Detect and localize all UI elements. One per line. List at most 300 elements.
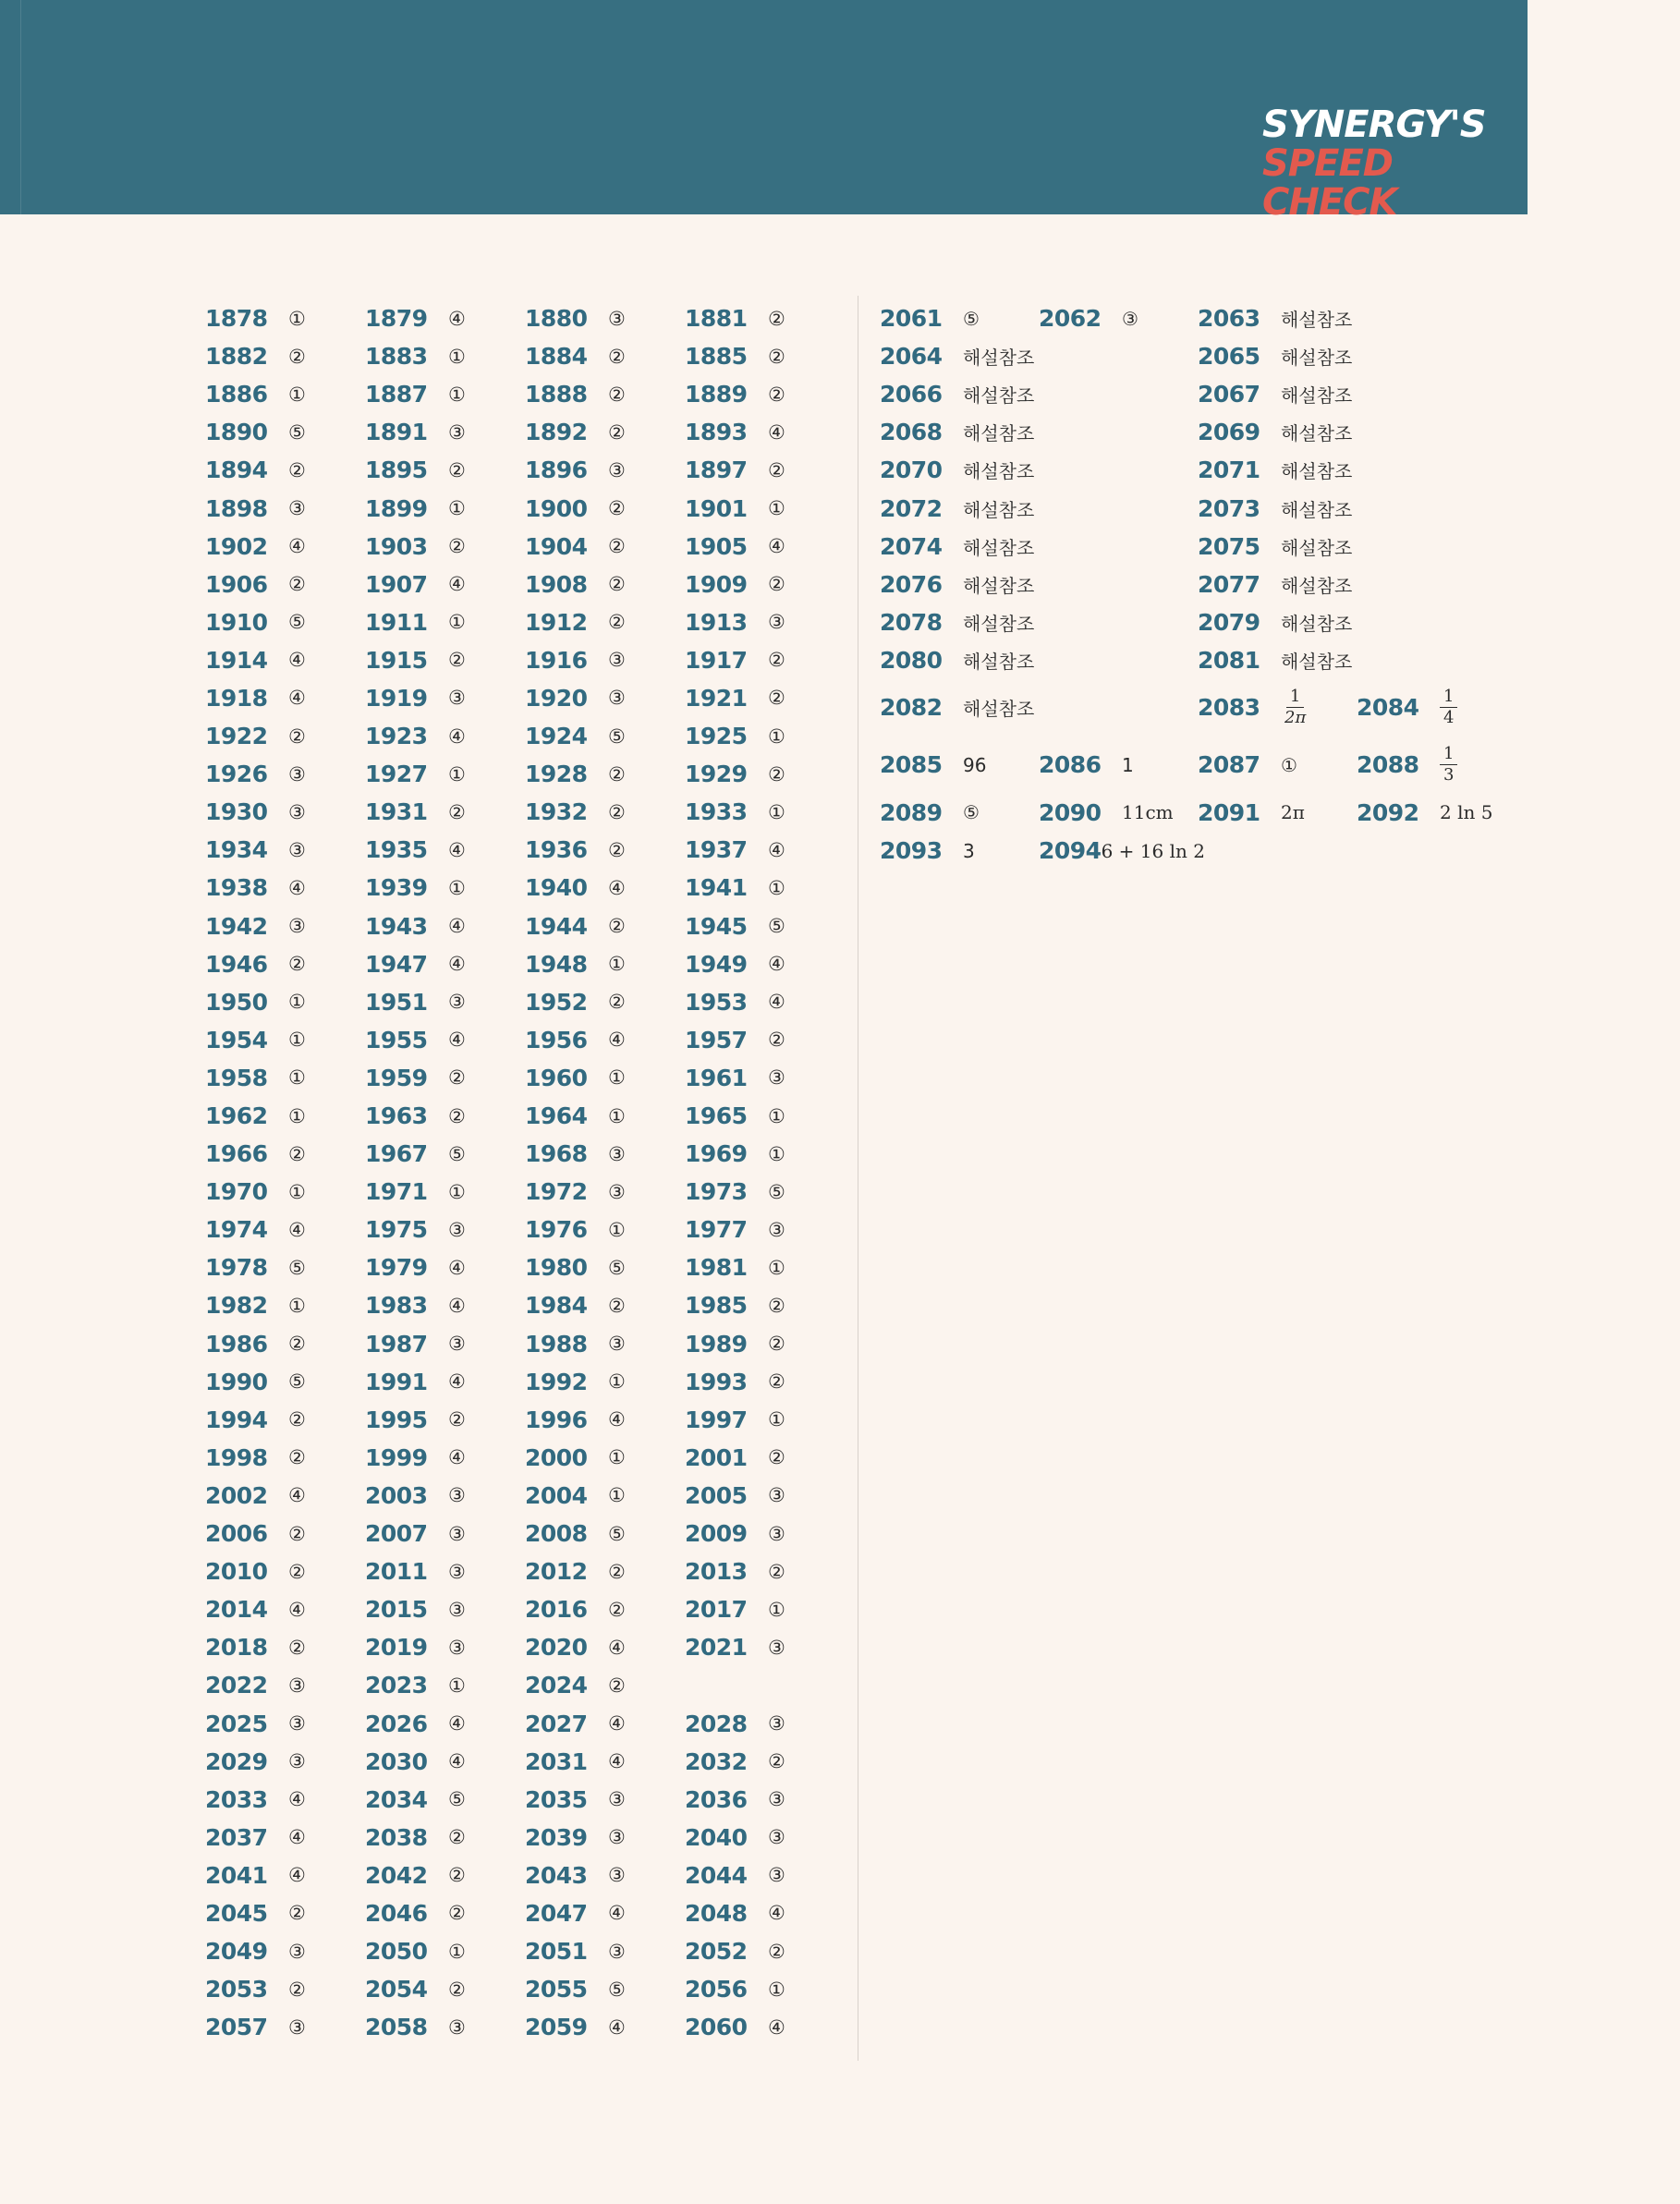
answer-value: ① bbox=[288, 1066, 306, 1090]
question-number: 1999 bbox=[365, 1443, 428, 1471]
question-number: 2032 bbox=[685, 1747, 748, 1775]
answer-value: ② bbox=[448, 535, 466, 558]
brand-line-2: SPEED CHECK bbox=[1262, 142, 1397, 224]
answer-cell bbox=[365, 1862, 525, 1889]
answer-cell bbox=[365, 989, 525, 1016]
question-number: 2038 bbox=[365, 1823, 428, 1851]
answer-cell bbox=[525, 1292, 685, 1319]
answer-cell bbox=[880, 343, 1198, 370]
answer-row bbox=[880, 679, 1516, 737]
question-number: 1965 bbox=[685, 1102, 748, 1130]
answer-cell bbox=[1198, 343, 1357, 370]
answer-value: ④ bbox=[768, 2015, 785, 2039]
answer-value: ② bbox=[768, 762, 785, 785]
answer-cell bbox=[685, 1216, 845, 1243]
answer-cell bbox=[685, 343, 845, 370]
answer-value: ③ bbox=[448, 687, 466, 710]
answer-value: ④ bbox=[288, 1218, 306, 1241]
answer-value: ② bbox=[288, 1408, 306, 1431]
answer-cell bbox=[365, 533, 525, 560]
answer-value: 해설참조 bbox=[963, 698, 1035, 721]
answer-cell bbox=[365, 1406, 525, 1433]
answer-value: ③ bbox=[768, 1484, 785, 1507]
question-number: 2074 bbox=[880, 532, 943, 560]
question-number: 1985 bbox=[685, 1292, 748, 1320]
answer-value: ② bbox=[448, 649, 466, 672]
question-number: 1981 bbox=[685, 1254, 748, 1282]
answer-value: ③ bbox=[288, 838, 306, 861]
answer-cell bbox=[205, 609, 365, 636]
answer-cell bbox=[525, 1178, 685, 1205]
answer-cell bbox=[365, 1369, 525, 1395]
answer-cell bbox=[205, 989, 365, 1016]
answer-value: ③ bbox=[448, 1484, 466, 1507]
question-number: 1919 bbox=[365, 684, 428, 712]
answer-value: ④ bbox=[448, 1712, 466, 1735]
answer-row bbox=[880, 794, 1516, 832]
question-number: 1918 bbox=[205, 684, 268, 712]
answer-value: ④ bbox=[608, 1029, 626, 1052]
answer-cell bbox=[525, 1406, 685, 1433]
question-number: 1960 bbox=[525, 1064, 588, 1091]
answer-value: ③ bbox=[608, 649, 626, 672]
answer-cell bbox=[685, 1065, 845, 1091]
answer-cell bbox=[205, 381, 365, 408]
answer-cell bbox=[205, 1331, 365, 1358]
answer-cell bbox=[1198, 799, 1357, 826]
question-number: 1909 bbox=[685, 570, 748, 598]
answer-value: ④ bbox=[288, 876, 306, 899]
answer-value: ③ bbox=[288, 800, 306, 823]
answer-cell bbox=[685, 1369, 845, 1395]
question-number: 1917 bbox=[685, 646, 748, 674]
question-number: 1978 bbox=[205, 1254, 268, 1282]
answer-value: ④ bbox=[608, 1636, 626, 1659]
answer-value: ① bbox=[768, 876, 785, 899]
answer-cell bbox=[205, 1027, 365, 1053]
answer-cell bbox=[205, 1824, 365, 1851]
answer-cell bbox=[205, 951, 365, 978]
answer-value: ③ bbox=[448, 420, 466, 444]
answer-value: ② bbox=[608, 573, 626, 596]
answer-value: ④ bbox=[288, 687, 306, 710]
question-number: 1933 bbox=[685, 798, 748, 826]
answer-value: ② bbox=[768, 1294, 785, 1317]
answer-cell bbox=[525, 609, 685, 636]
answer-value: ③ bbox=[288, 1674, 306, 1697]
answer-value: ② bbox=[288, 1636, 306, 1659]
answer-cell bbox=[525, 343, 685, 370]
question-number: 1878 bbox=[205, 305, 268, 333]
answer-value: ② bbox=[288, 345, 306, 368]
answer-cell bbox=[525, 761, 685, 787]
answer-cell bbox=[365, 874, 525, 901]
brand-logo bbox=[1262, 105, 1528, 222]
answer-value: ① bbox=[288, 991, 306, 1014]
answer-cell bbox=[205, 1520, 365, 1547]
answer-cell bbox=[365, 1482, 525, 1509]
answer-cell bbox=[365, 836, 525, 863]
answer-cell bbox=[880, 305, 1039, 332]
answer-value: ① bbox=[288, 1104, 306, 1127]
answer-cell bbox=[365, 1596, 525, 1623]
question-number: 1896 bbox=[525, 457, 588, 484]
fraction-numerator: 1 bbox=[1440, 744, 1457, 765]
question-number: 2037 bbox=[205, 1823, 268, 1851]
answer-value: ③ bbox=[608, 1142, 626, 1165]
question-number: 2051 bbox=[525, 1938, 588, 1966]
answer-value: ② bbox=[288, 1333, 306, 1356]
answer-cell bbox=[880, 609, 1198, 636]
answer-cell bbox=[525, 2014, 685, 2040]
answer-row bbox=[205, 1439, 845, 1477]
question-number: 1941 bbox=[685, 874, 748, 902]
question-number: 2080 bbox=[880, 646, 943, 674]
question-number: 2006 bbox=[205, 1520, 268, 1548]
answer-cell bbox=[365, 1976, 525, 2003]
question-number: 1882 bbox=[205, 343, 268, 371]
question-number: 2056 bbox=[685, 1976, 748, 2003]
answer-cell bbox=[525, 1482, 685, 1509]
answer-cell bbox=[365, 1558, 525, 1585]
question-number: 1888 bbox=[525, 381, 588, 408]
answer-cell bbox=[685, 1027, 845, 1053]
answer-value: ④ bbox=[448, 1256, 466, 1279]
answer-cell bbox=[365, 1102, 525, 1129]
question-number: 2081 bbox=[1198, 646, 1260, 674]
answer-cell bbox=[1198, 571, 1357, 598]
answer-value: ② bbox=[288, 1446, 306, 1469]
answer-value: 해설참조 bbox=[1281, 650, 1353, 673]
answer-row bbox=[205, 1173, 845, 1211]
answer-value: 해설참조 bbox=[1281, 574, 1353, 597]
answer-cell bbox=[365, 1444, 525, 1471]
answer-value: ④ bbox=[448, 573, 466, 596]
answer-value: ② bbox=[288, 1560, 306, 1583]
question-number: 1893 bbox=[685, 419, 748, 446]
question-number: 2058 bbox=[365, 2014, 428, 2041]
question-number: 2025 bbox=[205, 1710, 268, 1737]
answer-row bbox=[205, 1704, 845, 1742]
question-number: 1990 bbox=[205, 1368, 268, 1395]
answer-value: ④ bbox=[288, 1864, 306, 1887]
question-number: 2030 bbox=[365, 1747, 428, 1775]
answer-cell bbox=[685, 495, 845, 522]
question-number: 2063 bbox=[1198, 305, 1260, 333]
answer-cell bbox=[525, 571, 685, 598]
answer-value: ④ bbox=[608, 1750, 626, 1773]
question-number: 2047 bbox=[525, 1899, 588, 1927]
answer-value: ② bbox=[288, 1978, 306, 2001]
answer-value: ② bbox=[608, 1598, 626, 1621]
answer-value: ⑤ bbox=[768, 915, 785, 938]
answer-value: ② bbox=[768, 1750, 785, 1773]
answer-cell bbox=[880, 381, 1198, 408]
answer-value: ② bbox=[288, 725, 306, 748]
answer-cell bbox=[205, 571, 365, 598]
question-number: 2049 bbox=[205, 1938, 268, 1966]
question-number: 2042 bbox=[365, 1861, 428, 1889]
question-number: 1922 bbox=[205, 723, 268, 750]
question-number: 1971 bbox=[365, 1178, 428, 1206]
answer-value: 6 + 16 ln 2 bbox=[1101, 839, 1205, 862]
answer-cell bbox=[205, 1596, 365, 1623]
answer-cell bbox=[205, 723, 365, 749]
answer-value: ③ bbox=[768, 1788, 785, 1811]
answer-value: ③ bbox=[768, 1712, 785, 1735]
answer-value: ② bbox=[608, 1674, 626, 1697]
question-number: 2052 bbox=[685, 1938, 748, 1966]
fraction-numerator: 1 bbox=[1440, 687, 1457, 708]
question-number: 2087 bbox=[1198, 751, 1260, 779]
question-number: 1928 bbox=[525, 761, 588, 788]
answer-cell bbox=[880, 533, 1198, 560]
answer-row bbox=[205, 1666, 845, 1704]
answer-value: ⑤ bbox=[448, 1788, 466, 1811]
answer-value: ⑤ bbox=[288, 420, 306, 444]
question-number: 2085 bbox=[880, 751, 943, 779]
question-number: 1993 bbox=[685, 1368, 748, 1395]
answer-cell bbox=[205, 1786, 365, 1813]
answer-value: ③ bbox=[448, 1598, 466, 1621]
answer-value: 해설참조 bbox=[1281, 536, 1353, 559]
question-number: 1889 bbox=[685, 381, 748, 408]
answer-value: ④ bbox=[448, 1446, 466, 1469]
question-number: 2022 bbox=[205, 1672, 268, 1699]
answer-value: ① bbox=[608, 1218, 626, 1241]
answer-value: ② bbox=[448, 1826, 466, 1849]
question-number: 2053 bbox=[205, 1976, 268, 2003]
answer-cell bbox=[685, 1976, 845, 2003]
answer-row bbox=[205, 1590, 845, 1628]
answer-value: ② bbox=[768, 307, 785, 330]
answer-cell bbox=[880, 419, 1198, 445]
answer-cell bbox=[365, 419, 525, 445]
question-number: 1951 bbox=[365, 988, 428, 1016]
answer-cell bbox=[685, 1406, 845, 1433]
answer-cell bbox=[205, 457, 365, 483]
question-number: 1969 bbox=[685, 1140, 748, 1168]
answer-cell bbox=[365, 571, 525, 598]
answer-row bbox=[205, 413, 845, 451]
answer-value: ② bbox=[288, 573, 306, 596]
answer-cell bbox=[365, 1711, 525, 1737]
answer-cell bbox=[205, 495, 365, 522]
answer-value: 3 bbox=[963, 839, 975, 862]
answer-cell bbox=[365, 1216, 525, 1243]
question-number: 1924 bbox=[525, 723, 588, 750]
answer-row bbox=[880, 832, 1516, 870]
answer-value: ④ bbox=[608, 1712, 626, 1735]
question-number: 2045 bbox=[205, 1899, 268, 1927]
question-number: 1899 bbox=[365, 494, 428, 522]
answer-cell bbox=[365, 723, 525, 749]
answer-row bbox=[205, 1248, 845, 1286]
fraction-answer bbox=[1440, 744, 1457, 785]
answer-value: 해설참조 bbox=[963, 650, 1035, 673]
answer-cell bbox=[685, 457, 845, 483]
answer-value: 2π bbox=[1281, 801, 1305, 824]
answer-value: ③ bbox=[768, 611, 785, 634]
answer-value: 11cm bbox=[1122, 801, 1174, 824]
answer-value: ③ bbox=[768, 1066, 785, 1090]
question-number: 1966 bbox=[205, 1140, 268, 1168]
answer-value: 해설참조 bbox=[1281, 384, 1353, 408]
answer-value: ④ bbox=[448, 953, 466, 976]
answer-row bbox=[205, 793, 845, 831]
fraction-answer bbox=[1440, 687, 1457, 728]
answer-value: ④ bbox=[288, 535, 306, 558]
question-number: 1879 bbox=[365, 305, 428, 333]
answer-value: ③ bbox=[768, 1636, 785, 1659]
question-number: 1945 bbox=[685, 912, 748, 940]
answer-value: ④ bbox=[608, 1902, 626, 1925]
answer-value: ④ bbox=[608, 876, 626, 899]
question-number: 2001 bbox=[685, 1443, 748, 1471]
answer-grid-right bbox=[880, 299, 1516, 870]
question-number: 2005 bbox=[685, 1481, 748, 1509]
answer-value: ③ bbox=[768, 1864, 785, 1887]
question-number: 1943 bbox=[365, 912, 428, 940]
question-number: 2061 bbox=[880, 305, 943, 333]
answer-value: ① bbox=[608, 1484, 626, 1507]
answer-value: ② bbox=[768, 1370, 785, 1394]
question-number: 1984 bbox=[525, 1292, 588, 1320]
question-number: 2034 bbox=[365, 1785, 428, 1813]
answer-cell bbox=[365, 1634, 525, 1661]
answer-value: ① bbox=[768, 1978, 785, 2001]
answer-value: ② bbox=[768, 1446, 785, 1469]
answer-value: ③ bbox=[608, 1788, 626, 1811]
answer-cell bbox=[365, 1520, 525, 1547]
answer-value: ② bbox=[608, 1294, 626, 1317]
answer-cell bbox=[685, 1520, 845, 1547]
question-number: 1950 bbox=[205, 988, 268, 1016]
answer-value: ② bbox=[768, 1029, 785, 1052]
question-number: 1987 bbox=[365, 1330, 428, 1358]
question-number: 1972 bbox=[525, 1178, 588, 1206]
answer-cell bbox=[1198, 419, 1357, 445]
question-number: 1906 bbox=[205, 570, 268, 598]
answer-row bbox=[205, 1819, 845, 1857]
question-number: 1885 bbox=[685, 343, 748, 371]
answer-cell bbox=[365, 609, 525, 636]
answer-row bbox=[205, 603, 845, 641]
question-number: 1976 bbox=[525, 1216, 588, 1244]
answer-cell bbox=[205, 685, 365, 712]
question-number: 1938 bbox=[205, 874, 268, 902]
question-number: 2011 bbox=[365, 1558, 428, 1586]
answer-cell bbox=[205, 1672, 365, 1699]
answer-cell bbox=[880, 457, 1198, 483]
answer-value: ① bbox=[608, 953, 626, 976]
answer-value: ④ bbox=[288, 1826, 306, 1849]
answer-value: ② bbox=[448, 1066, 466, 1090]
fraction-denominator: 3 bbox=[1443, 765, 1455, 785]
question-number: 1923 bbox=[365, 723, 428, 750]
answer-row bbox=[880, 737, 1516, 794]
question-number: 1908 bbox=[525, 570, 588, 598]
question-number: 2086 bbox=[1039, 751, 1102, 779]
answer-cell bbox=[685, 761, 845, 787]
answer-cell bbox=[365, 1140, 525, 1167]
question-number: 2023 bbox=[365, 1672, 428, 1699]
question-number: 1957 bbox=[685, 1026, 748, 1053]
answer-value: ② bbox=[768, 687, 785, 710]
answer-value: 해설참조 bbox=[963, 347, 1035, 370]
answer-cell bbox=[525, 1748, 685, 1775]
answer-value: 1 bbox=[1122, 753, 1134, 776]
question-number: 2044 bbox=[685, 1861, 748, 1889]
question-number: 1905 bbox=[685, 532, 748, 560]
question-number: 1970 bbox=[205, 1178, 268, 1206]
answer-cell bbox=[365, 305, 525, 332]
answer-cell bbox=[205, 1406, 365, 1433]
answer-value: ② bbox=[448, 1104, 466, 1127]
question-number: 2048 bbox=[685, 1899, 748, 1927]
answer-value: ① bbox=[288, 1029, 306, 1052]
answer-cell bbox=[525, 1102, 685, 1129]
answer-value: ① bbox=[288, 307, 306, 330]
answer-cell bbox=[685, 305, 845, 332]
answer-row bbox=[205, 1021, 845, 1059]
answer-row bbox=[205, 1970, 845, 2008]
answer-cell bbox=[1198, 533, 1357, 560]
question-number: 2057 bbox=[205, 2014, 268, 2041]
answer-value: ④ bbox=[448, 838, 466, 861]
answer-cell bbox=[205, 913, 365, 940]
answer-value: ③ bbox=[288, 497, 306, 520]
answer-cell bbox=[685, 1331, 845, 1358]
answer-cell bbox=[205, 1444, 365, 1471]
question-number: 1948 bbox=[525, 950, 588, 978]
answer-value: ② bbox=[608, 800, 626, 823]
question-number: 2004 bbox=[525, 1481, 588, 1509]
answer-row bbox=[205, 1325, 845, 1363]
answer-value: ③ bbox=[448, 1636, 466, 1659]
answer-value: ③ bbox=[288, 2015, 306, 2039]
question-number: 1887 bbox=[365, 381, 428, 408]
answer-cell bbox=[365, 1178, 525, 1205]
question-number: 1996 bbox=[525, 1406, 588, 1433]
answer-cell bbox=[1357, 687, 1516, 728]
answer-cell bbox=[685, 1938, 845, 1965]
answer-value: ④ bbox=[448, 725, 466, 748]
question-number: 2036 bbox=[685, 1785, 748, 1813]
answer-cell bbox=[525, 457, 685, 483]
answer-value: ⑤ bbox=[608, 1978, 626, 2001]
answer-cell bbox=[685, 1558, 845, 1585]
answer-value: 96 bbox=[963, 753, 987, 776]
question-number: 1989 bbox=[685, 1330, 748, 1358]
answer-cell bbox=[685, 836, 845, 863]
answer-cell bbox=[685, 1482, 845, 1509]
answer-row bbox=[880, 375, 1516, 413]
answer-cell bbox=[1039, 799, 1198, 826]
answer-value: ③ bbox=[288, 1750, 306, 1773]
answer-cell bbox=[205, 761, 365, 787]
question-number: 1986 bbox=[205, 1330, 268, 1358]
answer-value: ② bbox=[608, 1560, 626, 1583]
answer-cell bbox=[365, 913, 525, 940]
answer-row bbox=[205, 1553, 845, 1590]
question-number: 1962 bbox=[205, 1102, 268, 1130]
answer-cell bbox=[205, 647, 365, 674]
fraction-denominator: 4 bbox=[1443, 708, 1455, 728]
answer-cell bbox=[685, 1711, 845, 1737]
question-number: 2062 bbox=[1039, 305, 1102, 333]
answer-cell bbox=[1039, 837, 1205, 865]
